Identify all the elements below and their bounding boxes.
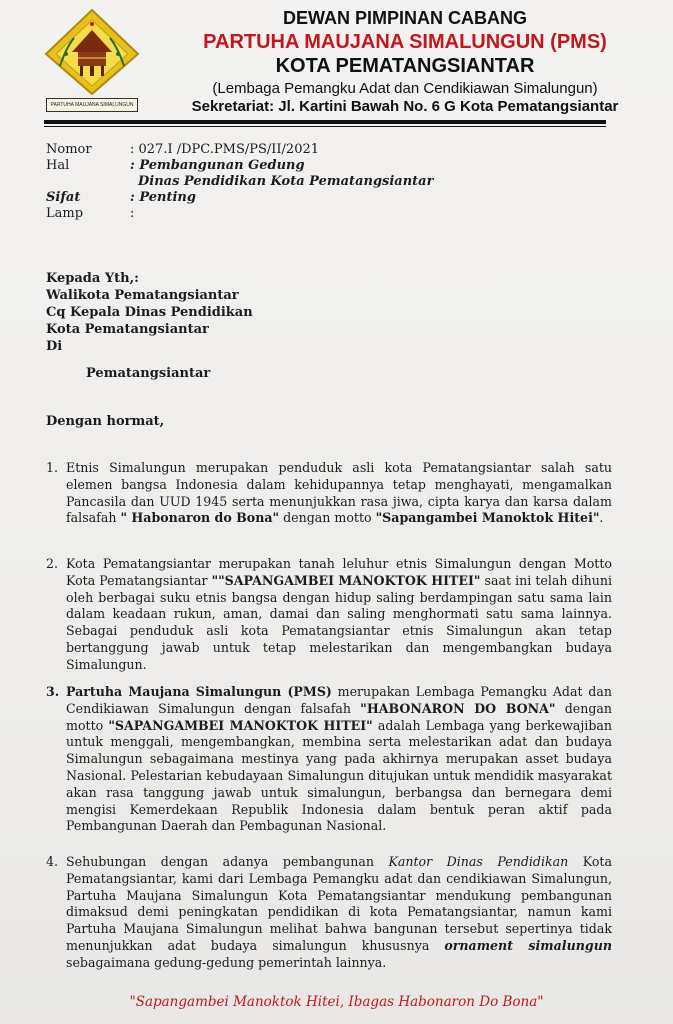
recipient-name: Walikota Pematangsiantar [46,288,239,303]
org-city: KOTA PEMATANGSIANTAR [275,55,535,77]
organization-logo [44,8,140,112]
paragraph-italic: Kantor Dinas Pendidikan [388,854,569,869]
paragraph-text: Sehubungan dengan adanya pembangunan [66,854,389,869]
paragraph-4 [46,854,613,972]
meta-sifat-label: Sifat [46,190,81,205]
paragraph-emphasis: ""SAPANGAMBEI MANOKTOK HITEI" [211,572,481,588]
paragraph-text: . [599,510,604,526]
paragraph-3 [46,684,613,835]
paragraph-emphasis: "SAPANGAMBEI MANOKTOK HITEI" [108,717,373,733]
paragraph-emphasis: "Sapangambei Manoktok Hitei" [375,510,600,526]
paragraph-text: sebagaimana gedung-gedung pemerintah lainnya. [66,954,387,970]
paragraph-number: 1. [46,460,59,475]
paragraph-1 [46,460,612,527]
paragraph-text: dengan motto [66,700,612,733]
paragraph-emphasis: " Habonaron do Bona" [120,510,280,526]
paragraph-text: dengan motto [279,510,376,526]
meta-hal-value: : Pembangunan Gedung [130,158,305,173]
paragraph-2 [46,556,612,674]
paragraph-number: 4. [46,854,59,869]
greeting: Dengan hormat, [46,414,165,429]
paragraph-number: 3. [46,684,60,699]
recipient-di: Di [46,339,63,354]
paragraph-text: merupakan Lembaga Pemangku Adat dan Cendikiawan Simalungun dengan falsafah [66,684,612,716]
recipient-attention: Cq Kepala Dinas Pendidikan [46,305,253,320]
paragraph-text: Kota Pematangsiantar, kami dari Lembaga Pemangku adat dan cendikiawan Simalungun, Partuha Maujana Simalungun Kota Pematangsiantar mendukung pembangunan dimaksud demi peningkatan pendidikan di kota Pematangsiantar, namun kami Partuha Maujana Simalungun melihat bahwa bangunan tersebut sepertinya tidak menunjukkan adat budaya simalungun khususnya [66,854,612,953]
paragraph-text: saat ini telah dihuni oleh berbagai suku etnis bangsa dengan hidup saling berdampingan satu sama lain dalam keadaan rukun, aman, damai dan saling menghormati satu sama lainnya. Sebagai penduduk asli kota Pematangsiantar etnis Simalungun akan tetap bertanggung jawab untuk tetap melestarikan dan mengembangkan budaya Simalungun. [66,572,612,672]
meta-lamp-value: : [130,206,135,221]
logo-caption: PARTUHA MAUJANA SIMALUNGUN [46,98,138,112]
recipient-city: Kota Pematangsiantar [46,322,209,337]
meta-hal-label: Hal [46,158,70,173]
letterhead [0,0,673,140]
paragraph-text: Kota Pematangsiantar merupakan tanah leluhur etnis Simalungun dengan Motto Kota Pematangsiantar [66,556,612,588]
org-secretariat-address: Sekretariat: Jl. Kartini Bawah No. 6 G Kota Pematangsiantar [191,98,619,115]
letterhead-divider-thick [44,120,606,124]
meta-lamp-label: Lamp [46,206,84,221]
traditional-house-emblem-icon [44,8,140,96]
meta-nomor-label: Nomor [46,142,92,157]
letterhead-divider-thin [44,126,606,127]
org-name: PARTUHA MAUJANA SIMALUNGUN (PMS) [203,31,607,53]
paragraph-text: Etnis Simalungun merupakan penduduk asli kota Pematangsiantar salah satu elemen bangsa Indonesia dalam kehidupannya tetap menghayati, mengamalkan Pancasila dan UUD 1945 serta menunjukkan rasa jiwa, cipta karya dan karsa dalam falsafah [66,460,612,526]
org-council-name: DEWAN PIMPINAN CABANG [282,8,527,28]
meta-nomor-value: : 027.I /DPC.PMS/PS/II/2021 [130,142,320,157]
paragraph-text: adalah Lembaga yang berkewajiban untuk menggali, mengembangkan, membina serta melestarikan adat dan budaya Simalungun sebagaimana mestinya yang pada akhirnya merupakan asset budaya Nasional. Pelestarian kebudayaan Simalungun ditujukan untuk mendidik masyarakat akan rasa tanggung jawab untuk simalungun, berbangsa dan bernegara demi mengisi Kemerdekaan Republik Indonesia dalam bentuk peran aktif pada Pembangunan Daerah dan Pembagunan Nasional. [66,717,613,834]
paragraph-emphasis: "HABONARON DO BONA" [360,700,556,716]
recipient-salutation: Kepada Yth,: [46,271,139,286]
meta-sifat-value: : Penting [130,190,196,205]
paragraph-emphasis: ornament simalungun [444,937,613,953]
paragraph-emphasis: Partuha Maujana Simalungun (PMS) [66,684,332,699]
paragraph-number: 2. [46,556,59,571]
recipient-block [46,270,253,382]
meta-hal-value-2: Dinas Pendidikan Kota Pematangsiantar [138,174,434,189]
footer-motto: "Sapangambei Manoktok Hitei, Ibagas Habonaron Do Bona" [129,994,544,1010]
org-description: (Lembaga Pemangku Adat dan Cendikiawan Simalungun) [212,80,598,97]
recipient-place: Pematangsiantar [86,366,211,381]
